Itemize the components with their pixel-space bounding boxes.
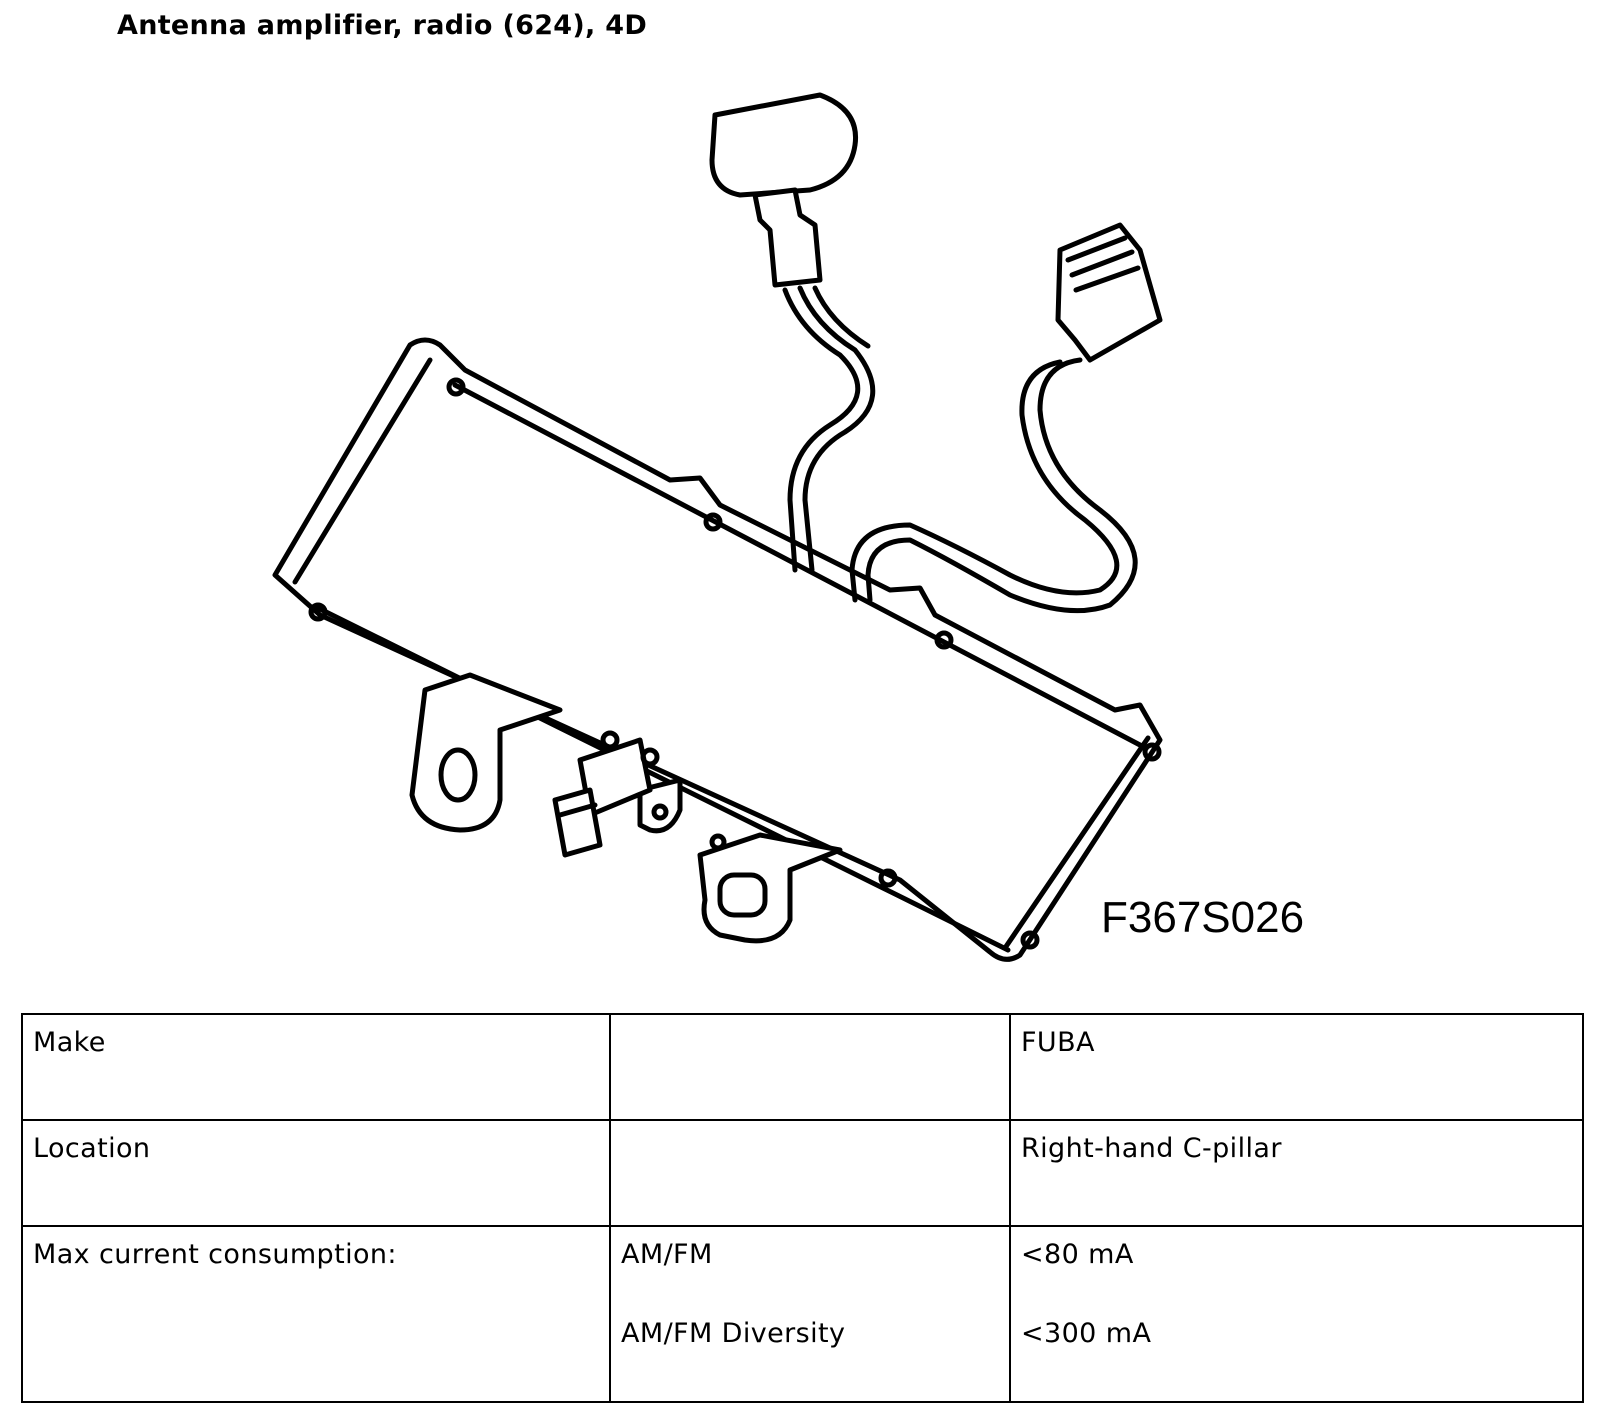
location-value: Right-hand C-pillar [1010,1120,1583,1226]
value-am-fm-diversity: <300 mA [1021,1318,1152,1349]
table-row [22,1120,1583,1226]
current-consumption-label: Max current consumption: [22,1226,610,1402]
document-title: Antenna amplifier, radio (624), 4D [117,10,648,41]
condition-am-fm-diversity: AM/FM Diversity [621,1318,846,1349]
coax-connector [555,733,657,855]
figure-code: F367S026 [1101,893,1305,942]
antenna-amplifier-illustration [0,60,1600,980]
make-value: FUBA [1010,1014,1583,1120]
specification-table [21,1013,1584,1403]
value-am-fm: <80 mA [1021,1239,1134,1270]
condition-am-fm: AM/FM [621,1239,713,1270]
table-row [22,1226,1583,1402]
table-row [22,1014,1583,1120]
current-consumption-values [1010,1226,1583,1402]
flat-connector-cable [712,95,873,570]
location-condition [610,1120,1010,1226]
multipin-connector-cable [852,225,1160,611]
make-condition [610,1014,1010,1120]
location-label: Location [22,1120,610,1226]
make-label: Make [22,1014,610,1120]
current-consumption-conditions [610,1226,1010,1402]
